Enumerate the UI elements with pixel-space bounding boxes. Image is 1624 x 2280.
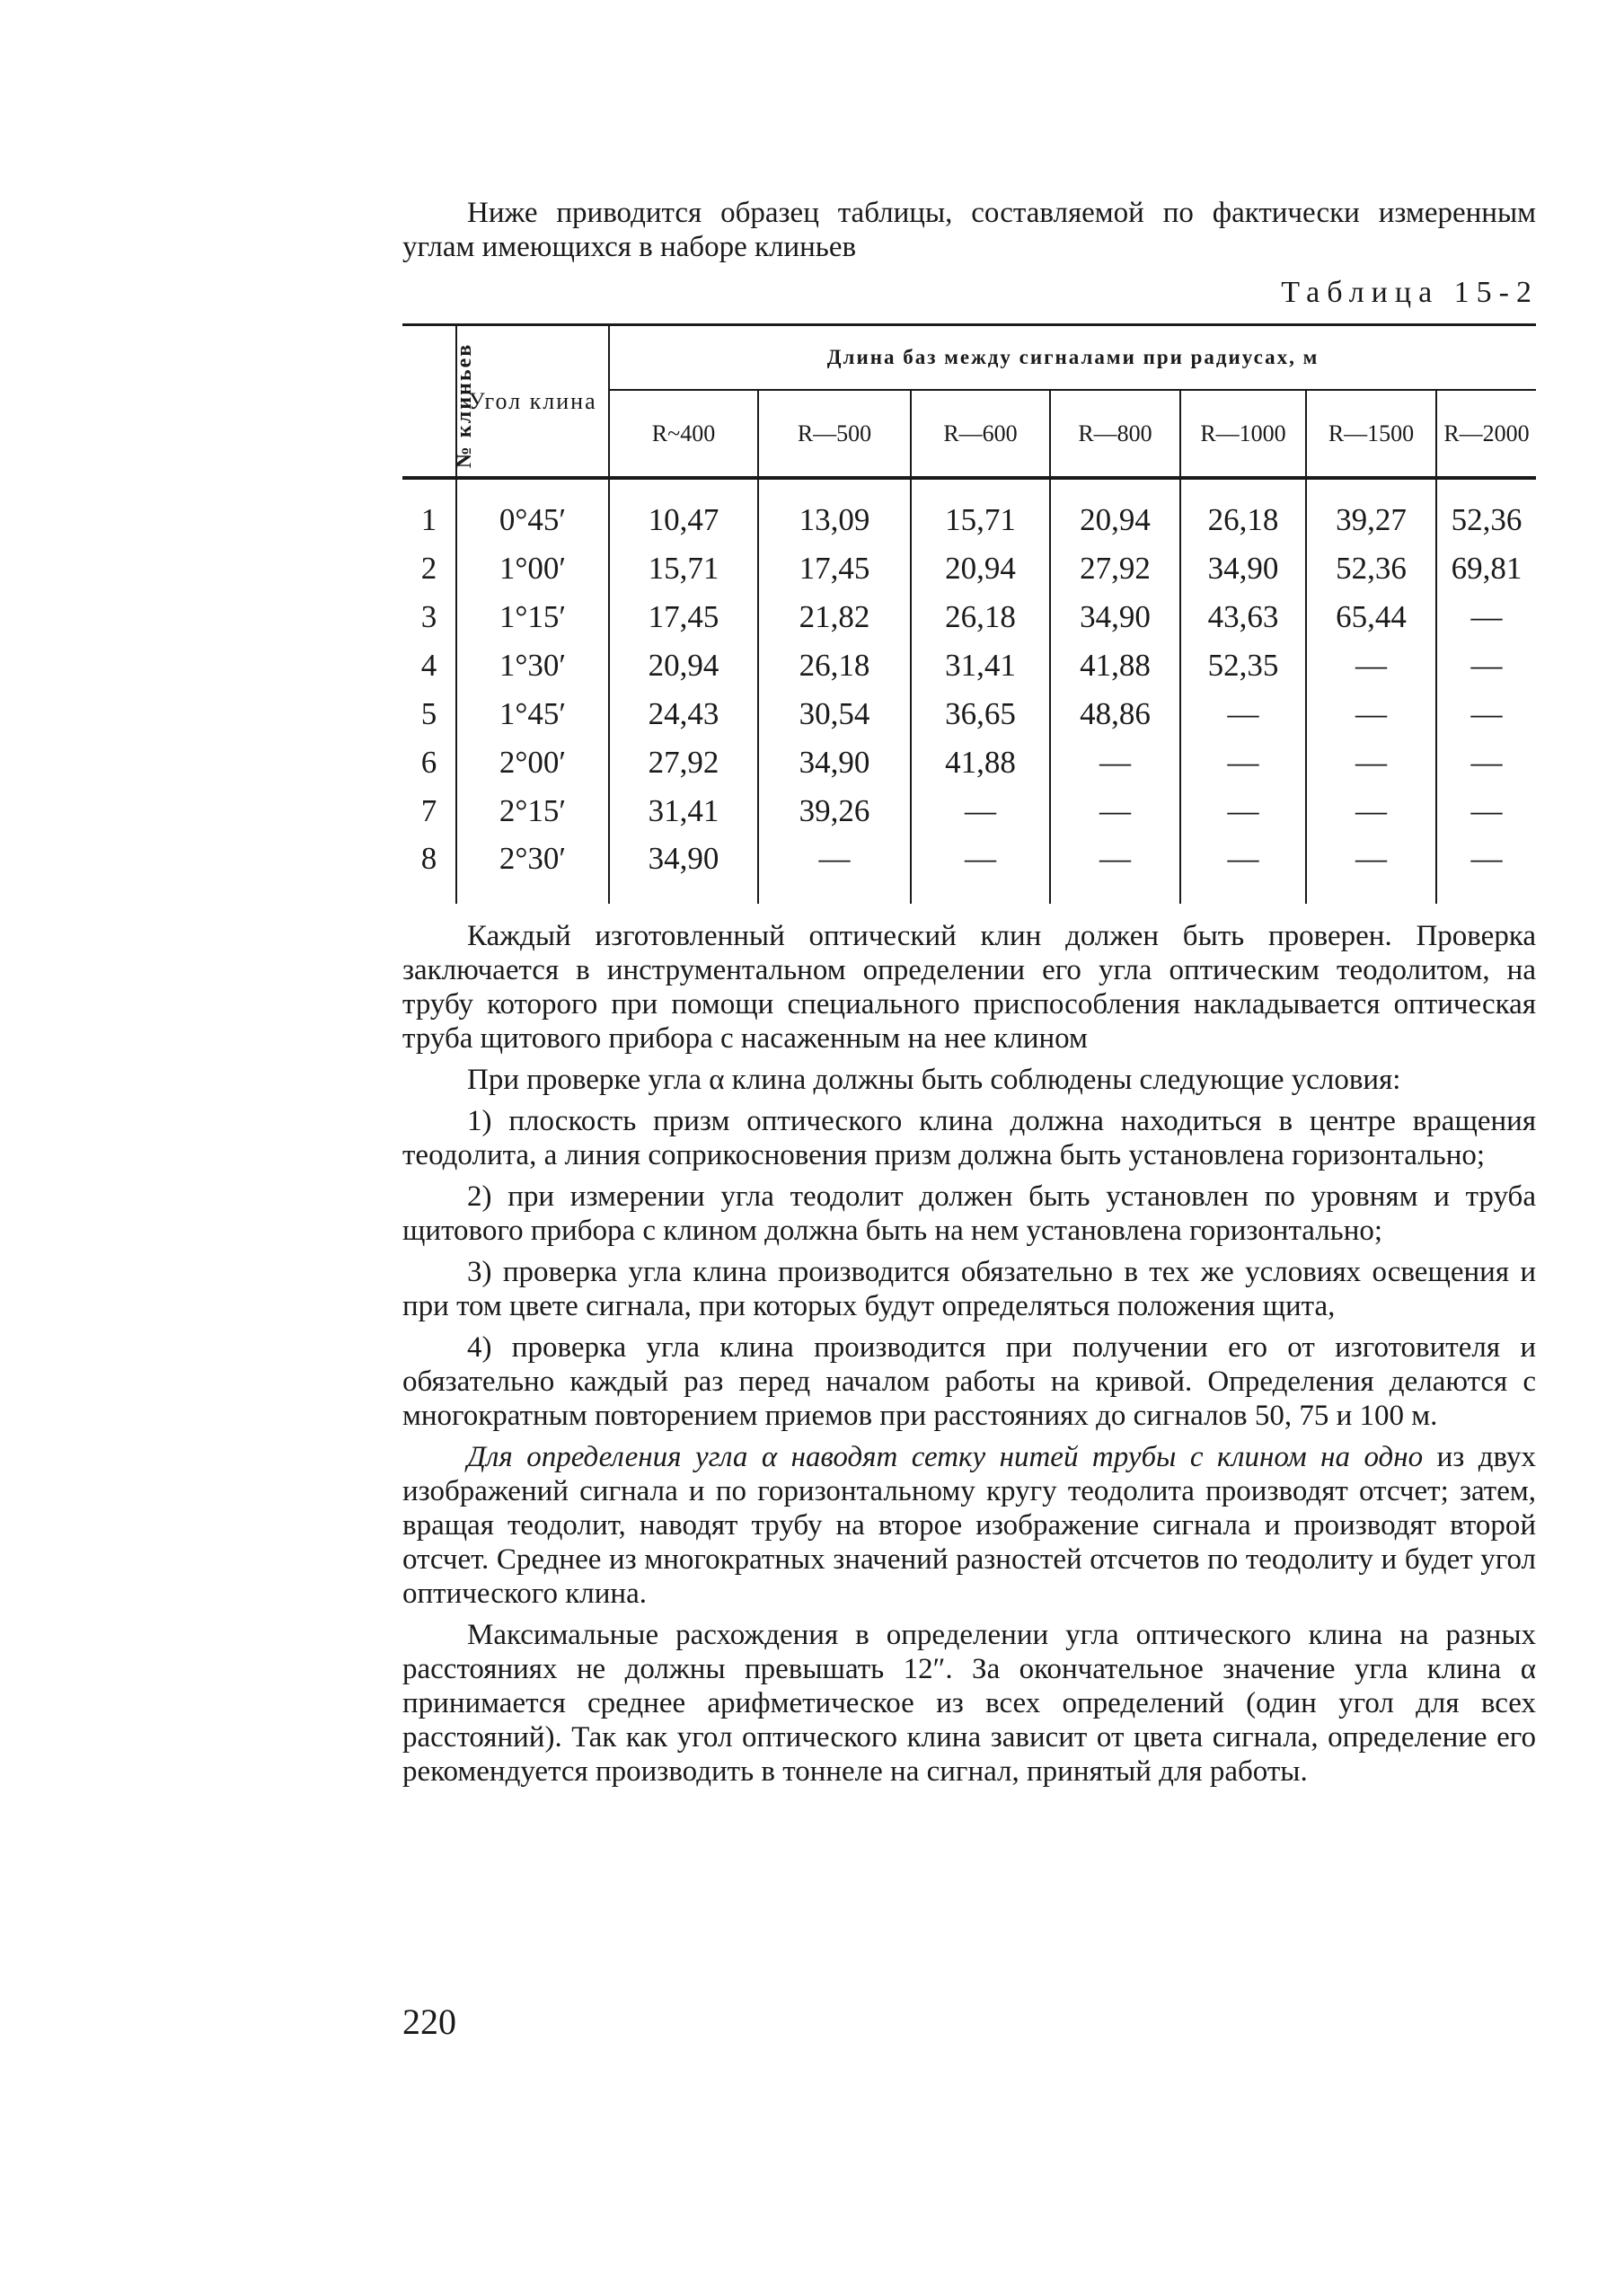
cell-wedge-angle: 0°45′ bbox=[456, 478, 609, 544]
cell-wedge-angle: 1°30′ bbox=[456, 641, 609, 690]
body-paragraph: 4) проверка угла клина производится при получении его от изготовителя и обязательно каждый раз перед началом работы на кривой. Определения делаются с многократным повторением приемов при расстояниях до сигналов 50, 75 и 100 м. bbox=[402, 1331, 1536, 1432]
body-text bbox=[402, 919, 1536, 1796]
header-radius-2: R—600 bbox=[911, 390, 1050, 478]
header-wedge-number: № клиньев bbox=[402, 325, 456, 479]
cell-base-length: 26,18 bbox=[1180, 478, 1306, 544]
cell-base-length: 65,44 bbox=[1306, 593, 1436, 641]
cell-base-length: — bbox=[911, 835, 1050, 904]
cell-base-length: 26,18 bbox=[758, 641, 911, 690]
cell-base-length: — bbox=[1306, 641, 1436, 690]
cell-base-length: — bbox=[1180, 738, 1306, 787]
cell-wedge-angle: 1°15′ bbox=[456, 593, 609, 641]
table-row bbox=[402, 690, 1536, 738]
body-paragraph bbox=[402, 1440, 1536, 1611]
cell-base-length: 36,65 bbox=[911, 690, 1050, 738]
cell-wedge-angle: 2°30′ bbox=[456, 835, 609, 904]
cell-base-length: 26,18 bbox=[911, 593, 1050, 641]
cell-base-length: 41,88 bbox=[911, 738, 1050, 787]
table-caption: Таблица 15-2 bbox=[1281, 276, 1539, 309]
table-row bbox=[402, 641, 1536, 690]
cell-wedge-angle: 1°45′ bbox=[456, 690, 609, 738]
intro-paragraph: Ниже приводится образец таблицы, составляемой по фактически измеренным углам имеющихся в наборе клиньев bbox=[402, 197, 1536, 263]
cell-base-length: 41,88 bbox=[1050, 641, 1180, 690]
cell-base-length: 34,90 bbox=[1050, 593, 1180, 641]
cell-base-length: 34,90 bbox=[609, 835, 758, 904]
table-body bbox=[402, 478, 1536, 904]
cell-wedge-number: 1 bbox=[420, 502, 437, 537]
cell-base-length: 20,94 bbox=[609, 641, 758, 690]
cell-base-length: — bbox=[1180, 787, 1306, 835]
cell-base-length: 69,81 bbox=[1436, 544, 1536, 593]
cell-base-length: 27,92 bbox=[609, 738, 758, 787]
cell-wedge-angle: 1°00′ bbox=[456, 544, 609, 593]
cell-base-length: — bbox=[1050, 787, 1180, 835]
header-radius-1: R—500 bbox=[758, 390, 911, 478]
cell-wedge-angle: 2°15′ bbox=[456, 787, 609, 835]
cell-base-length: — bbox=[1050, 835, 1180, 904]
cell-base-length: — bbox=[1436, 641, 1536, 690]
cell-base-length: 17,45 bbox=[758, 544, 911, 593]
cell-base-length: — bbox=[1180, 835, 1306, 904]
header-radius-0: R~400 bbox=[609, 390, 758, 478]
table-row bbox=[402, 593, 1536, 641]
cell-base-length: 17,45 bbox=[609, 593, 758, 641]
cell-base-length: 13,09 bbox=[758, 478, 911, 544]
table-row bbox=[402, 478, 1536, 544]
cell-base-length: — bbox=[1050, 738, 1180, 787]
cell-base-length: 34,90 bbox=[758, 738, 911, 787]
header-radius-3: R—800 bbox=[1050, 390, 1180, 478]
cell-base-length: 39,26 bbox=[758, 787, 911, 835]
header-radius-6: R—2000 bbox=[1436, 390, 1536, 478]
table-row bbox=[402, 738, 1536, 787]
cell-base-length: 43,63 bbox=[1180, 593, 1306, 641]
body-paragraph: Каждый изготовленный оптический клин должен быть проверен. Проверка заключается в инструментальном определении его угла оптическим теодолитом, на трубу которого при помощи специального приспособления накладывается оптическая труба щитового прибора с насаженным на нее клином bbox=[402, 920, 1536, 1055]
cell-base-length: 20,94 bbox=[1050, 478, 1180, 544]
cell-base-length: — bbox=[1436, 738, 1536, 787]
body-paragraph: 2) при измерении угла теодолит должен быть установлен по уровням и труба щитового прибора с клином должна быть на нем установлена горизонтально; bbox=[402, 1180, 1536, 1247]
body-paragraph: Максимальные расхождения в определении угла оптического клина на разных расстояниях не должны превышать 12″. За окончательное значение угла клина α принимается среднее арифметическое из всех определений (один угол для всех расстояний). Так как угол оптического клина зависит от цвета сигнала, определение его рекомендуется производить в тоннеле на сигнал, принятый для работы. bbox=[402, 1619, 1536, 1788]
page-number: 220 bbox=[402, 2002, 456, 2042]
body-paragraph: 3) проверка угла клина производится обязательно в тех же условиях освещения и при том цвете сигнала, при которых будут определяться положения щита, bbox=[402, 1256, 1536, 1322]
table-row bbox=[402, 544, 1536, 593]
paragraph-text: из двух изображений сигнала и по горизонтальному кругу теодолита производят отсчет; затем, вращая теодолит, наводят трубу на второе изображение сигнала и производят второй отсчет. Среднее из многократных значений разностей отсчетов по теодолиту и будет угол оптического клина. bbox=[402, 1441, 1536, 1610]
cell-wedge-angle: 2°00′ bbox=[456, 738, 609, 787]
cell-base-length: 34,90 bbox=[1180, 544, 1306, 593]
cell-wedge-number: 6 bbox=[420, 745, 437, 780]
cell-wedge-number: 5 bbox=[420, 696, 437, 731]
cell-base-length: 24,43 bbox=[609, 690, 758, 738]
cell-base-length: 30,54 bbox=[758, 690, 911, 738]
header-base-length-group: Длина баз между сигналами при радиусах, м bbox=[609, 325, 1536, 391]
header-wedge-angle: Угол клина bbox=[456, 325, 609, 479]
cell-wedge-number: 7 bbox=[420, 793, 437, 828]
header-radius-4: R—1000 bbox=[1180, 390, 1306, 478]
cell-base-length: 31,41 bbox=[911, 641, 1050, 690]
cell-base-length: — bbox=[911, 787, 1050, 835]
cell-base-length: 15,71 bbox=[609, 544, 758, 593]
cell-base-length: — bbox=[1436, 787, 1536, 835]
table-row bbox=[402, 835, 1536, 904]
cell-wedge-number: 2 bbox=[420, 551, 437, 586]
cell-base-length: 52,35 bbox=[1180, 641, 1306, 690]
body-paragraph: 1) плоскость призм оптического клина должна находиться в центре вращения теодолита, а линия соприкосновения призм должна быть установлена горизонтально; bbox=[402, 1105, 1536, 1171]
cell-base-length: 39,27 bbox=[1306, 478, 1436, 544]
cell-base-length: — bbox=[1306, 835, 1436, 904]
cell-base-length: 52,36 bbox=[1436, 478, 1536, 544]
cell-base-length: — bbox=[1180, 690, 1306, 738]
cell-wedge-number: 4 bbox=[420, 648, 437, 683]
cell-base-length: 15,71 bbox=[911, 478, 1050, 544]
cell-base-length: 21,82 bbox=[758, 593, 911, 641]
cell-wedge-number: 8 bbox=[420, 841, 437, 876]
cell-base-length: 48,86 bbox=[1050, 690, 1180, 738]
cell-base-length: — bbox=[1306, 787, 1436, 835]
header-radius-5: R—1500 bbox=[1306, 390, 1436, 478]
cell-base-length: — bbox=[1436, 835, 1536, 904]
cell-wedge-number: 3 bbox=[420, 599, 437, 634]
table-row bbox=[402, 787, 1536, 835]
cell-base-length: 27,92 bbox=[1050, 544, 1180, 593]
cell-base-length: — bbox=[758, 835, 911, 904]
cell-base-length: — bbox=[1306, 738, 1436, 787]
wedge-base-length-table bbox=[402, 323, 1536, 904]
cell-base-length: — bbox=[1306, 690, 1436, 738]
cell-base-length: — bbox=[1436, 690, 1536, 738]
cell-base-length: 52,36 bbox=[1306, 544, 1436, 593]
cell-base-length: 31,41 bbox=[609, 787, 758, 835]
cell-base-length: 20,94 bbox=[911, 544, 1050, 593]
cell-base-length: 10,47 bbox=[609, 478, 758, 544]
cell-base-length: — bbox=[1436, 593, 1536, 641]
italic-lead-text: Для определения угла α наводят сетку нитей трубы с клином на одно bbox=[467, 1441, 1424, 1473]
body-paragraph: При проверке угла α клина должны быть соблюдены следующие условия: bbox=[467, 1064, 1401, 1096]
